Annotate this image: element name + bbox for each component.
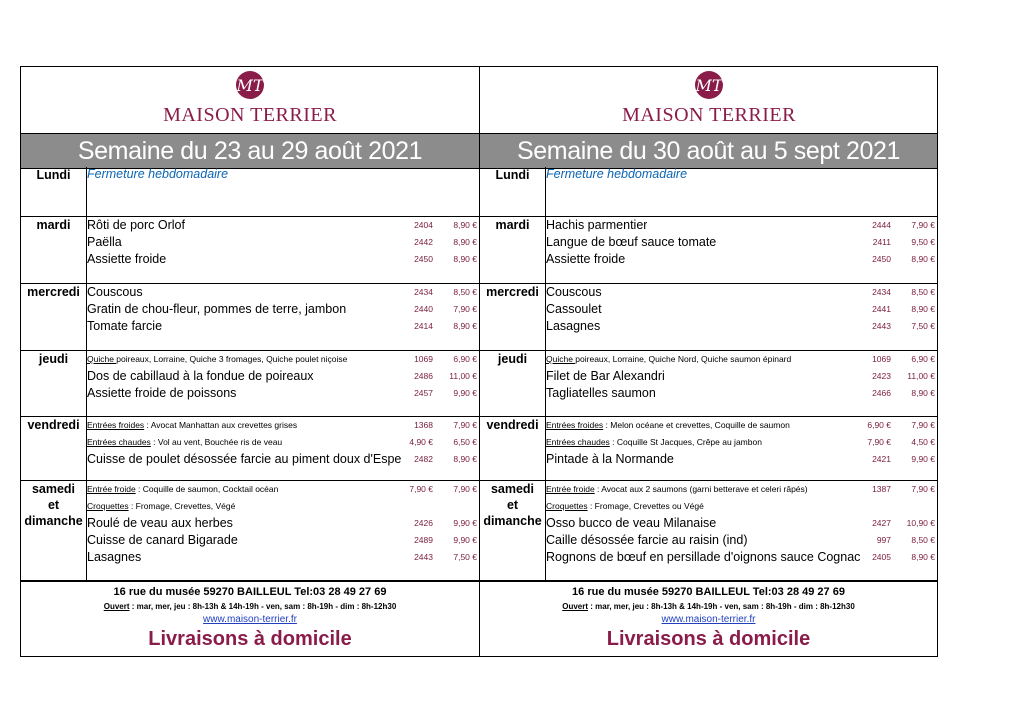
logo-monogram: MT [694,76,723,95]
menu-item-name: Entrées chaudes : Vol au vent, Bouchée ris de veau [87,437,283,447]
menu-item [546,234,937,251]
day-name-line: samedi [31,482,76,496]
day-name [480,417,545,433]
menu-item-price: 8,90 € [911,254,935,264]
opening-hours: Ouvert : mar, mer, jeu : 8h-13h & 14h-19h - ven, sam : 8h-19h - dim : 8h-12h30 [103,602,397,611]
menu-item-code: 2440 [414,304,433,314]
menu-item-name: Paëlla [87,235,122,249]
menu-item [87,284,479,301]
logo-wordmark: MAISON TERRIER [621,104,796,126]
menu-item-name: Assiette froide de poissons [87,386,237,400]
day-name [480,481,545,529]
menu-item-price: 11,00 € [449,371,477,381]
day-name-line: mardi [36,218,71,232]
menu-item [87,434,479,451]
menu-item-price: 8,50 € [911,535,935,545]
menu-item [546,549,937,566]
week-title: Semaine du 30 août au 5 sept 2021 [480,133,937,169]
menu-item-code: 1069 [414,354,433,364]
menu-item-code: 2404 [414,220,433,230]
menu-item-name: Cuisse de canard Bigarade [87,533,238,547]
menu-item-name: Couscous [87,285,143,299]
day-block [21,417,479,481]
logo-area [480,67,937,133]
menu-item-name: Croquettes : Fromage, Crevettes, Végé [87,501,236,511]
menu-item-price: 7,90 € [911,484,935,494]
menu-item [546,515,937,532]
menu-item-price: 8,90 € [453,237,477,247]
menu-item-category: Croquettes [87,501,129,511]
menu-item-code: 2443 [872,321,891,331]
menu-item-price: 7,90 € [911,220,935,230]
day-name-line: mercredi [486,285,539,299]
menu-item-price: 7,90 € [453,420,477,430]
menu-item-price: 8,90 € [911,388,935,398]
menu-item [87,368,479,385]
delivery-banner: Livraisons à domicile [148,628,352,650]
day-name [21,351,86,367]
menu-item [87,234,479,251]
menu-item-category: Entrées froides [87,420,145,430]
week-column [21,67,479,656]
day-name-line: et [506,498,519,512]
day-name-line: Lundi [495,168,530,182]
menu-item-code: 2457 [414,388,433,398]
day-block [480,351,937,417]
day-block [480,417,937,481]
menu-item-price: 4,50 € [911,437,935,447]
menu-item [87,481,479,498]
menu-item-price: 7,90 € [453,484,477,494]
menu-item-name: Cassoulet [546,302,602,316]
day-name [480,284,545,300]
menu-item [87,385,479,402]
menu-item-name: Filet de Bar Alexandri [546,369,665,383]
opening-hours: Ouvert : mar, mer, jeu : 8h-13h & 14h-19h - ven, sam : 8h-19h - dim : 8h-12h30 [562,602,855,611]
menu-item-name: Lasagnes [546,319,601,333]
menu-item-name: Assiette froide [87,252,167,266]
menu-item-code: 2489 [414,535,433,545]
menu-item-code: 2443 [414,552,433,562]
menu-item-code: 6,90 € [867,420,891,430]
menu-item-name: Entrées chaudes : Coquille St Jacques, Crêpe au jambon [546,437,762,447]
footer-address: 16 rue du musée 59270 BAILLEUL Tel:03 28 49 27 69 [113,586,387,598]
menu-item [87,301,479,318]
logo-wordmark: MAISON TERRIER [163,104,337,126]
menu-item [546,351,937,368]
menu-sheet [20,66,938,657]
menu-item-code: 1368 [414,420,433,430]
menu-item-code: 2441 [872,304,891,314]
menu-item-code: 2442 [414,237,433,247]
menu-item-category: Entrée froide [87,484,136,494]
menu-item [87,549,479,566]
menu-item [546,451,937,468]
day-name-line: samedi [490,482,535,496]
menu-item-price: 6,90 € [453,354,477,364]
day-name-line: vendredi [27,418,80,432]
footer-address: 16 rue du musée 59270 BAILLEUL Tel:03 28 49 27 69 [572,586,845,598]
menu-item-category: Entrées chaudes [87,437,151,447]
menu-item-price: 9,90 € [453,518,477,528]
menu-item-category: Entrées froides [546,420,604,430]
menu-item-code: 2444 [872,220,891,230]
menu-item-price: 8,50 € [453,287,477,297]
menu-item-code: 2423 [872,371,891,381]
day-block [21,284,479,351]
footer [21,581,479,657]
menu-item-code: 2466 [872,388,891,398]
menu-item-name: Caille désossée farcie au raisin (ind) [546,533,748,547]
menu-item [546,368,937,385]
menu-item-name: Couscous [546,285,602,299]
menu-item-name: Rognons de bœuf en persillade d'oignons sauce Cognac [546,550,861,564]
day-name-line: dimanche [24,514,83,528]
day-name-line: et [47,498,60,512]
day-block [21,481,479,581]
website-link[interactable]: www.maison-terrier.fr [661,614,756,625]
menu-item-price: 8,90 € [453,321,477,331]
logo-area [21,67,479,133]
day-name [480,351,545,367]
menu-item-code: 7,90 € [409,484,433,494]
menu-item-category: Entrée froide [546,484,595,494]
menu-item-category: Entrées chaudes [546,437,610,447]
day-name [480,217,545,233]
day-name [21,217,86,233]
menu-item-name: Quiche poireaux, Lorraine, Quiche 3 fromages, Quiche poulet niçoise [87,354,348,364]
logo-monogram: MT [236,76,264,95]
menu-item-code: 2482 [414,454,433,464]
menu-item-price: 8,50 € [911,287,935,297]
menu-item-name: Cuisse de poulet désossée farcie au piment doux d'Espe [87,452,402,466]
day-name-line: dimanche [483,514,542,528]
day-name-line: mercredi [27,285,80,299]
day-name [21,167,86,183]
menu-item [546,481,937,498]
day-block [480,217,937,284]
menu-item-code: 2414 [414,321,433,331]
menu-item-price: 8,90 € [453,454,477,464]
menu-item [87,351,479,368]
menu-item [546,284,937,301]
menu-item-code: 2486 [414,371,433,381]
menu-item-code: 7,90 € [867,437,891,447]
menu-item-price: 9,90 € [453,388,477,398]
menu-item-price: 10,90 € [906,518,935,528]
closed-notice: Fermeture hebdomadaire [87,167,229,181]
day-name-line: jeudi [497,352,528,366]
menu-item-price: 8,90 € [911,552,935,562]
menu-item [87,515,479,532]
menu-item [87,251,479,268]
maison-terrier-logo [160,69,340,131]
day-block [480,284,937,351]
menu-item-name: Tomate farcie [87,319,163,333]
menu-item [87,417,479,434]
menu-item [87,318,479,335]
maison-terrier-logo [619,69,799,131]
day-name-line: mardi [495,218,530,232]
day-name-line: jeudi [38,352,69,366]
menu-item-code: 2450 [414,254,433,264]
menu-item-name: Quiche poireaux, Lorraine, Quiche Nord, Quiche saumon épinard [546,354,792,364]
menu-item-name: Roulé de veau aux herbes [87,516,233,530]
menu-item-price: 7,50 € [911,321,935,331]
menu-item [546,532,937,549]
menu-item [546,167,937,184]
menu-item-code: 1069 [872,354,891,364]
day-block [21,351,479,417]
menu-item-name: Gratin de chou-fleur, pommes de terre, jambon [87,302,347,316]
menu-item-name: Lasagnes [87,550,142,564]
menu-item-code: 2411 [872,237,891,247]
menu-item-price: 7,50 € [453,552,477,562]
menu-item [546,498,937,515]
menu-item [546,434,937,451]
menu-item [87,167,479,184]
menu-item-price: 11,00 € [907,371,935,381]
menu-item [87,217,479,234]
menu-item-category: Quiche [87,354,117,364]
menu-item-name: Dos de cabillaud à la fondue de poireaux [87,369,314,383]
menu-item-name: Langue de bœuf sauce tomate [546,235,717,249]
menu-item [87,532,479,549]
menu-item-code: 2405 [872,552,891,562]
opening-hours-label: Ouvert [562,602,589,611]
menu-item-name: Osso bucco de veau Milanaise [546,516,717,530]
menu-item-price: 6,90 € [911,354,935,364]
menu-item [87,498,479,515]
menu-item-name: Assiette froide [546,252,626,266]
menu-item [546,217,937,234]
closed-notice: Fermeture hebdomadaire [546,167,688,181]
menu-item [546,301,937,318]
menu-item-code: 2450 [872,254,891,264]
menu-item [546,417,937,434]
menu-item-code: 2426 [414,518,433,528]
menu-item-code: 2427 [872,518,891,528]
footer [480,581,937,657]
menu-item-category: Croquettes [546,501,588,511]
menu-item-price: 9,50 € [911,237,935,247]
menu-item-price: 6,50 € [453,437,477,447]
menu-item-name: Entrée froide : Avocat aux 2 saumons (garni betterave et celeri râpés) [546,484,808,494]
menu-item [87,451,479,468]
menu-item-price: 8,90 € [453,220,477,230]
menu-item-price: 9,90 € [453,535,477,545]
menu-item-price: 7,90 € [911,420,935,430]
website-link[interactable]: www.maison-terrier.fr [203,614,297,625]
week-column [479,67,937,656]
day-name-line: vendredi [486,418,539,432]
week-title: Semaine du 23 au 29 août 2021 [21,133,479,169]
menu-item-code: 4,90 € [409,437,433,447]
menu-item [546,318,937,335]
opening-hours-label: Ouvert [103,602,130,611]
menu-item-code: 1387 [872,484,891,494]
menu-item-price: 8,90 € [911,304,935,314]
day-name [21,284,86,300]
menu-item [546,385,937,402]
menu-item-name: Entrée froide : Coquille de saumon, Cocktail océan [87,484,279,494]
day-block [480,167,937,217]
menu-item-price: 7,90 € [453,304,477,314]
menu-item-name: Pintade à la Normande [546,452,674,466]
menu-item-price: 8,90 € [453,254,477,264]
day-name-line: Lundi [36,168,71,182]
menu-item-name: Rôti de porc Orlof [87,218,185,232]
menu-item-name: Tagliatelles saumon [546,386,656,400]
day-name [21,417,86,433]
day-name [480,167,545,183]
day-block [21,167,479,217]
menu-item-price: 9,90 € [911,454,935,464]
menu-item-code: 2434 [414,287,433,297]
menu-item-code: 997 [876,535,891,545]
menu-item-name: Entrées froides : Avocat Manhattan aux crevettes grises [87,420,298,430]
delivery-banner: Livraisons à domicile [606,628,811,650]
menu-item-name: Croquettes : Fromage, Crevettes ou Végé [546,501,704,511]
menu-item-name: Entrées froides : Melon océane et crevettes, Coquille de saumon [546,420,790,430]
day-block [480,481,937,581]
day-name [21,481,86,529]
menu-item [546,251,937,268]
menu-item-name: Hachis parmentier [546,218,648,232]
menu-item-code: 2421 [872,454,891,464]
menu-item-code: 2434 [872,287,891,297]
menu-item-category: Quiche [546,354,576,364]
day-block [21,217,479,284]
